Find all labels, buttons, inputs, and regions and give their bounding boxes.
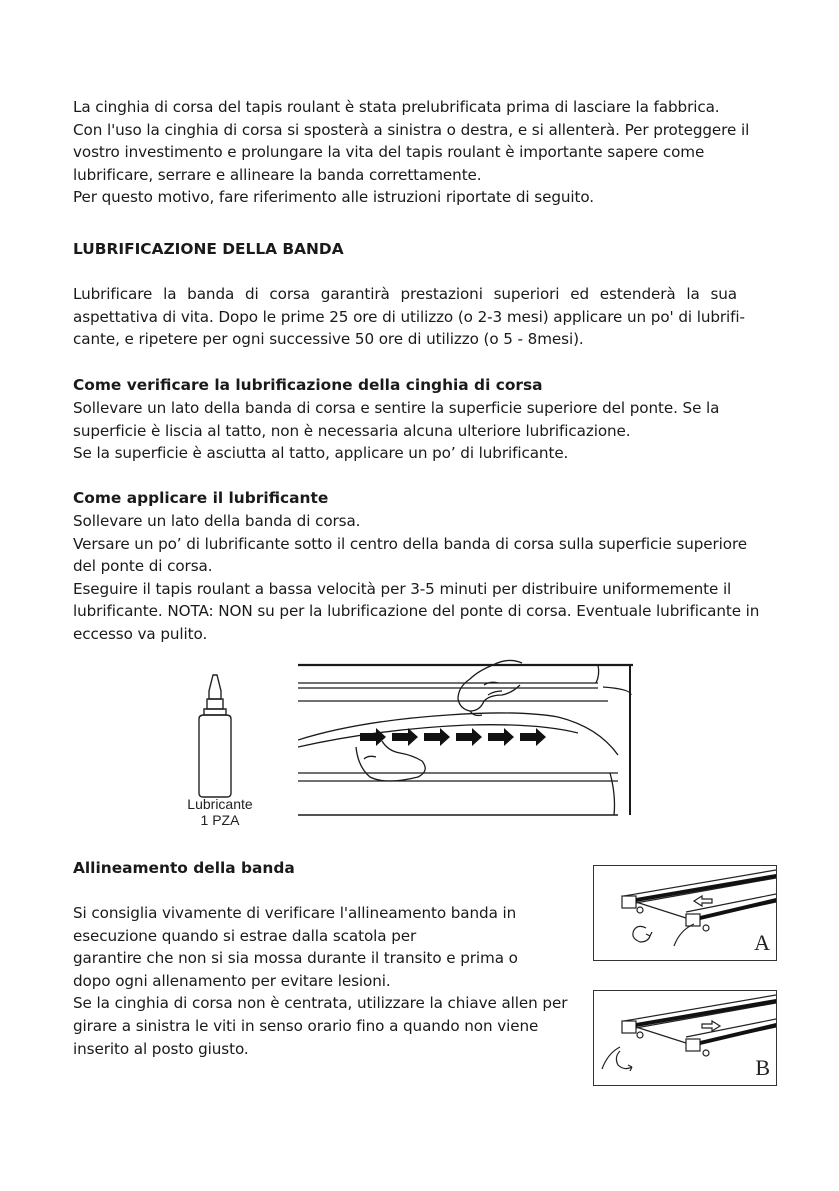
alignment-line: dopo ogni allenamento per evitare lesioni. bbox=[73, 971, 391, 990]
intro-line: Con l'uso la cinghia di corsa si sposterà a sinistra o destra, e si allenterà. Per proteggere il bbox=[73, 120, 750, 139]
alignment-line: Se la cinghia di corsa non è centrata, utilizzare la chiave allen per bbox=[73, 994, 568, 1013]
figure-b-letter: B bbox=[755, 1055, 770, 1080]
bottle-label-line1: Lubricante bbox=[187, 796, 253, 812]
apply-line: eccesso va pulito. bbox=[73, 624, 208, 643]
alignment-figure-a bbox=[593, 865, 777, 961]
apply-line: Versare un po’ di lubrificante sotto il centro della banda di corsa sulla superficie superiore bbox=[73, 534, 748, 553]
intro-paragraph bbox=[73, 96, 749, 209]
verify-heading: Come verificare la lubrificazione della cinghia di corsa bbox=[73, 376, 543, 394]
lubrication-line: Lubrificare la banda di corsa garantirà prestazioni superiori ed estenderà la sua bbox=[73, 285, 737, 303]
verify-line: Se la superficie è asciutta al tatto, applicare un po’ di lubrificante. bbox=[73, 444, 569, 463]
alignment-figure-b bbox=[593, 990, 777, 1086]
verify-line: superficie è liscia al tatto, non è necessaria alcuna ulteriore lubrificazione. bbox=[73, 421, 631, 440]
alignment-paragraph bbox=[73, 902, 567, 1060]
bottle-label-line2: 1 PZA bbox=[200, 812, 240, 828]
apply-heading: Come applicare il lubrificante bbox=[73, 489, 329, 507]
alignment-line: Si consiglia vivamente di verificare l'allineamento banda in bbox=[73, 904, 517, 922]
verify-paragraph bbox=[73, 397, 719, 465]
hand-lifting-belt-illustration bbox=[298, 655, 633, 820]
intro-line: vostro investimento e prolungare la vita del tapis roulant è importante sapere come bbox=[73, 143, 705, 162]
lubricant-bottle-icon bbox=[185, 673, 265, 803]
alignment-line: garantire che non si sia mossa durante il transito e prima o bbox=[73, 949, 518, 968]
apply-line: Eseguire il tapis roulant a bassa velocità per 3-5 minuti per distribuire uniformemente il bbox=[73, 579, 732, 598]
apply-line: del ponte di corsa. bbox=[73, 557, 213, 576]
apply-line: Sollevare un lato della banda di corsa. bbox=[73, 512, 361, 530]
alignment-line: esecuzione quando si estrae dalla scatola per bbox=[73, 926, 417, 945]
alignment-line: inserito al posto giusto. bbox=[73, 1039, 249, 1058]
lubrication-line: aspettativa di vita. Dopo le prime 25 ore di utilizzo (o 2-3 mesi) applicare un po' di lubrifi- bbox=[73, 307, 745, 326]
lubrication-line: cante, e ripetere per ogni successive 50 ore di utilizzo (o 5 - 8mesi). bbox=[73, 330, 584, 349]
rotation-arrow-icon bbox=[633, 926, 652, 942]
lubrication-paragraph bbox=[73, 283, 745, 351]
alignment-heading: Allineamento della banda bbox=[73, 859, 295, 877]
bottle-label bbox=[170, 796, 270, 828]
apply-line: lubrificante. NOTA: NON su per la lubrificazione del ponte di corsa. Eventuale lubrificante in bbox=[73, 602, 760, 621]
intro-line: La cinghia di corsa del tapis roulant è stata prelubrificata prima di lasciare la fabbrica. bbox=[73, 98, 720, 116]
alignment-line: girare a sinistra le viti in senso orario fino a quando non viene bbox=[73, 1016, 539, 1035]
apply-paragraph bbox=[73, 510, 759, 646]
lubrication-heading: LUBRIFICAZIONE DELLA BANDA bbox=[73, 240, 344, 258]
figure-a-letter: A bbox=[754, 930, 770, 955]
verify-line: Sollevare un lato della banda di corsa e sentire la superficie superiore del ponte. Se la bbox=[73, 399, 720, 417]
intro-line: Per questo motivo, fare riferimento alle istruzioni riportate di seguito. bbox=[73, 188, 595, 207]
intro-line: lubrificare, serrare e allineare la banda correttamente. bbox=[73, 165, 482, 184]
